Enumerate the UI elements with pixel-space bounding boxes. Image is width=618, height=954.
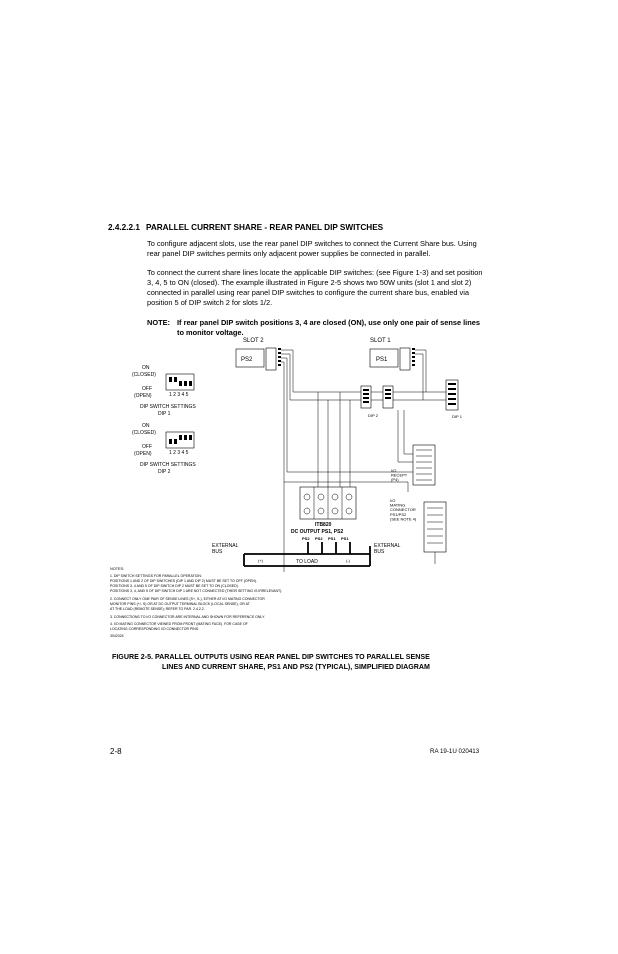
- document-id: RA 19-1U 020413: [430, 748, 480, 755]
- dip1-settings-illustration: [132, 365, 196, 417]
- figure-caption-line-2: LINES AND CURRENT SHARE, PS1 AND PS2 (TYPICAL), SIMPLIFIED DIAGRAM: [162, 663, 430, 671]
- tb-label-1: ITB820: [315, 522, 332, 528]
- body-paragraph-1: To configure adjacent slots, use the rear panel DIP switches to connect the Current Share bus. Using rear panel DIP switches permits only adjacent power supplies be connected in parallel.: [147, 239, 477, 258]
- io-mating-label: I/O MATING CONNECTOR PS1/PS2 (SEE NOTE 4): [390, 498, 417, 522]
- drawing-id: 3042324: [110, 634, 124, 638]
- ps2-connector: [266, 348, 276, 370]
- dip2-off-sub: (OPEN): [134, 451, 152, 457]
- external-bus-right: EXTERNAL BUS: [374, 543, 401, 555]
- ps1-pin-strip: [412, 348, 415, 366]
- note-line-10: LOCATING CORRESPONDING I/O CONNECTOR PINS.: [110, 627, 200, 631]
- dip1-off-label: OFF: [142, 386, 152, 392]
- dip2-caption-1: DIP SWITCH SETTINGS: [140, 462, 196, 468]
- page-number: 2-8: [110, 747, 122, 756]
- notes-title: NOTES:: [110, 567, 125, 571]
- figure-notes: [110, 567, 282, 638]
- dip1-numbers: 1 2 3 4 5: [169, 392, 189, 398]
- note-line-5: 2. CONNECT ONLY ONE PAIR OF SENSE LINES (S+, S-), EITHER AT I/O MATING CONNECTOR: [110, 597, 265, 601]
- ps1-label: PS1: [376, 357, 388, 363]
- dip1-on-sub: (CLOSED): [132, 372, 156, 378]
- dip2-settings-illustration: [132, 423, 196, 475]
- tb-terminal-ps1-a: PS1: [328, 536, 336, 541]
- io-receptacle: [391, 445, 435, 485]
- to-load-label: TO LOAD: [296, 559, 318, 565]
- dip1-off-sub: (OPEN): [134, 393, 152, 399]
- dip1-caption-2: DIP 1: [158, 411, 171, 417]
- section-title: PARALLEL CURRENT SHARE - REAR PANEL DIP SWITCHES: [146, 223, 384, 232]
- dip1-small-label: DIP 1: [452, 414, 462, 419]
- ps2-label: PS2: [241, 357, 253, 363]
- tb-terminal-ps2-a: PS2: [302, 536, 310, 541]
- note-line-1: 1. DIP SWITCH SETTINGS FOR PARALLEL OPERATION:: [110, 574, 202, 578]
- dip2-off-label: OFF: [142, 444, 152, 450]
- figure-caption: [112, 652, 502, 672]
- figure-caption-line-1: FIGURE 2-5. PARALLEL OUTPUTS USING REAR PANEL DIP SWITCHES TO PARALLEL SENSE: [112, 653, 430, 661]
- bus-plus-label: (-): [346, 558, 350, 563]
- dip2-on-label: ON: [142, 423, 150, 429]
- note-line-4: POSITIONS 3, 4, AND 5 OF DIP SWITCH DIP 1 ARE NOT CONNECTED (THEIR SETTING IS IRRELEVANT).: [110, 589, 283, 593]
- note-label: NOTE:: [147, 318, 170, 327]
- dip2-on-sub: (CLOSED): [132, 430, 156, 436]
- note-line-7: AT THE LOAD (REMOTE SENSE); REFER TO PAR. 2.4.2.2.: [110, 607, 205, 611]
- note-line-3: POSITIONS 3, 4 AND 5 OF DIP SWITCH DIP 2 MUST BE SET TO ON (CLOSED).: [110, 584, 239, 588]
- note-text: If rear panel DIP switch positions 3, 4 are closed (ON), use only one pair of sense lines to monitor voltage.: [177, 318, 480, 337]
- slot-1-label: SLOT 1: [370, 338, 391, 344]
- dip2-rear-block: [361, 386, 393, 418]
- tb-terminal-ps1-b: PS1: [341, 536, 349, 541]
- dc-output-terminal-block: [291, 487, 356, 541]
- section-number: 2.4.2.2.1: [108, 223, 140, 232]
- dip2-numbers: 1 2 3 4 5: [169, 450, 189, 456]
- dip1-rear-block: [446, 380, 463, 419]
- bus-wiring: [212, 542, 401, 566]
- note-line-2: POSITIONS 1 AND 2 OF DIP SWITCHES (DIP 1 AND DIP 2) MUST BE SET TO OFF (OPEN).: [110, 579, 257, 583]
- note-line-9: 4. I/O MATING CONNECTOR VIEWED FROM FRONT (MATING FACE). FOR CASE OF: [110, 622, 248, 626]
- ps2-pin-strip: [278, 348, 281, 366]
- body-paragraph-2: To connect the current share lines locate the applicable DIP switches: (see Figure 1-3) and set position 3, 4, 5 to ON (closed). The example illustrated in Figure 2-5 shows two 50W units (slot 1 and slot 2) connected in parallel using rear panel DIP switches to configure the current share bus, enabled via position 5 of DIP switch 2 for slots 1/2.: [147, 268, 483, 307]
- note-line-6: MONITOR PINS (+/- S) OR AT DC OUTPUT TERMINAL BLOCK (LOCAL SENSE), OR AT: [110, 602, 250, 606]
- slot-2-label: SLOT 2: [243, 338, 264, 344]
- tb-terminal-ps2-b: PS2: [315, 536, 323, 541]
- tb-label-2: DC OUTPUT PS1, PS2: [291, 529, 344, 535]
- ps1-connector: [400, 348, 410, 370]
- io-mating-connector: [390, 498, 446, 564]
- dip2-caption-2: DIP 2: [158, 469, 171, 475]
- io-receptacle-label: I/O RECEPT (P4): [391, 468, 408, 483]
- section-heading: [108, 223, 383, 232]
- bus-minus-label: (+): [258, 558, 263, 563]
- wiring-diagram-figure: [108, 332, 498, 638]
- external-bus-left: EXTERNAL BUS: [212, 543, 239, 555]
- dip1-caption-1: DIP SWITCH SETTINGS: [140, 404, 196, 410]
- note-line-8: 3. CONNECTIONS TO I/O CONNECTOR ARE INTERNAL AND SHOWN FOR REFERENCE ONLY.: [110, 615, 265, 619]
- dip1-on-label: ON: [142, 365, 150, 371]
- dip2-small-label: DIP 2: [368, 413, 378, 418]
